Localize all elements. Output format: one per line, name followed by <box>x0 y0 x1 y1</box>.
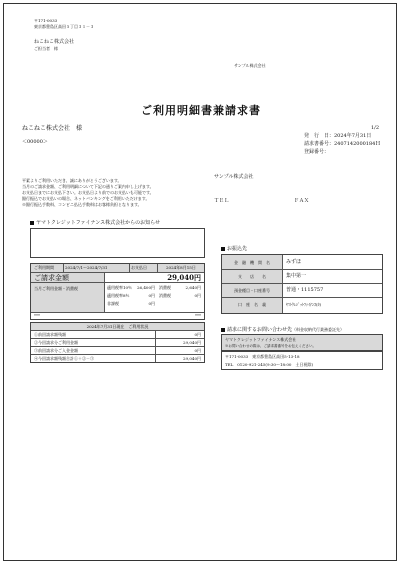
status-row-1-label: ①前回請求額残額 <box>34 332 66 337</box>
rate-10-label: 適用税率10％ <box>107 285 133 290</box>
account-type-label: 預金種目・口座番号 <box>234 288 270 293</box>
status-row-3-label: ③前回請求分ご入金金額 <box>34 348 78 353</box>
due-date-value: 2024年8月15日 <box>166 265 196 270</box>
status-row-2-value: 29,040円 <box>183 340 201 345</box>
contact-company: ヤマトクレジットファイナンス株式会社 <box>225 337 297 342</box>
notice-heading <box>30 220 160 226</box>
transfer-table <box>221 254 383 314</box>
transfer-heading <box>221 246 247 252</box>
greeting-line-5: ※銀行振込手数料、コンビニ払込手数料はお客様負担となります。 <box>22 202 142 207</box>
period-label: ご利用期間 <box>34 265 54 270</box>
status-row-4-label: ④今回請求額残額合計①＋②－③ <box>34 356 94 361</box>
issue-date-value: 2024年7月31日 <box>334 133 372 139</box>
rate-8-label: 適用税率8％ <box>107 293 130 298</box>
status-row-4-value: 29,040円 <box>183 356 201 361</box>
contact-postal <box>225 354 300 359</box>
sender-top: サンプル株式会社 <box>234 63 266 68</box>
greeting-line-2: 当月のご請求金額、ご利用明細について下記の通りご案内申し上げます。 <box>22 184 154 189</box>
recipient-postal: 〒171-0033 <box>34 18 58 23</box>
status-header: 2024年7月31日現在 ご利用状況 <box>86 324 149 329</box>
status-row-3-value: 0円 <box>194 348 201 353</box>
transfer-heading-text: お振込先 <box>227 246 248 252</box>
recipient-company: ねこねこ株式会社 <box>34 39 75 45</box>
sender-name: サンプル株式会社 <box>214 174 254 180</box>
registration-number-label: 登録番号： <box>304 149 330 155</box>
tax-10-value: 2,640円 <box>185 285 201 290</box>
issue-date-label: 発 行 日： <box>304 133 335 139</box>
nontax-value: 0円 <box>148 301 155 306</box>
contact-address-text: 東京都豊島区高田5-13-18 <box>252 354 300 359</box>
period-value: 2024/7/1～2024/7/31 <box>65 265 108 270</box>
greeting-line-3: お支払日までにお支払下さい。お支払日より前でのお支払いも可能です。 <box>22 190 154 195</box>
nontax-label: 非課税 <box>107 301 119 306</box>
status-table <box>30 322 205 363</box>
contact-company-box <box>221 334 383 351</box>
page-number: 1/2 <box>371 125 380 131</box>
recipient-attention: ご担当者 様 <box>34 46 58 51</box>
bullet-icon <box>221 328 225 332</box>
contact-heading-note: （料金収納代行業務委託先） <box>292 327 345 332</box>
greeting-line-4: 銀行振込でお支払いの場合、ネットバンキングをご利用いただけます。 <box>22 196 150 201</box>
customer-code: ＜00000＞ <box>22 139 48 145</box>
sender-tel-label: ＴＥＬ <box>214 198 230 204</box>
bullet-icon <box>30 221 34 225</box>
stars-left: *** <box>34 313 40 318</box>
invoice-page <box>3 3 397 561</box>
contact-address-box <box>221 351 383 370</box>
account-holder-label: 口 座 名 義 <box>238 302 266 307</box>
due-date-label: お支払日 <box>131 265 147 270</box>
account-holder-value: ﾔﾏﾄｸﾚｼﾞｯﾄﾌｧｲﾅﾝｽ(ｶ) <box>286 302 322 307</box>
notice-box <box>30 228 205 258</box>
notice-heading-text: ヤマトクレジットファイナンス株式会社からのお知らせ <box>36 220 160 226</box>
total-label: ご請求金額 <box>34 274 69 282</box>
billing-box <box>30 263 205 320</box>
recipient-address: 東京都豊島区高田５丁目３１－３ <box>34 24 94 29</box>
branch-label: 支 店 名 <box>238 274 266 279</box>
tax-8-label: 消費税 <box>159 293 171 298</box>
document-title: ご利用明細書兼請求書 <box>141 104 261 117</box>
total-value: 29,040円 <box>167 273 201 282</box>
stars-right: *** <box>195 313 201 318</box>
invoice-number-value: 2407142000184Ｈ <box>334 141 381 147</box>
subtotal-label: 当月ご利用金額・消費税 <box>34 286 78 291</box>
bank-name-value: みずほ <box>286 259 302 265</box>
sender-fax-label: ＦＡＸ <box>294 198 310 204</box>
rate-10-value: 26,400円 <box>137 285 155 290</box>
bank-name-label: 金 融 機 関 名 <box>234 260 270 265</box>
rate-8-value: 0円 <box>148 293 155 298</box>
contact-heading-text: 請求に関するお問い合わせ先 <box>227 327 293 333</box>
status-row-2-label: ②今回請求分ご利用金額 <box>34 340 78 345</box>
tax-10-label: 消費税 <box>159 285 171 290</box>
addressee: ねこねこ株式会社 様 <box>22 125 83 132</box>
contact-postal-text: 〒171-0033 <box>225 354 249 359</box>
branch-value: 集中第一 <box>286 273 307 279</box>
contact-heading <box>221 327 344 333</box>
contact-note: ※お問い合わせの際は、ご請求書番号をお伝えください。 <box>225 344 316 348</box>
account-type-value: 普通・1115757 <box>286 287 324 293</box>
tax-8-value: 0円 <box>194 293 201 298</box>
greeting-line-1: 平素よりご利用いただき、誠にありがとうございます。 <box>22 178 122 183</box>
status-row-1-value: 0円 <box>194 332 201 337</box>
contact-phone: TEL 0120-921-245(9:30～18:00 土日祝除) <box>225 362 314 367</box>
bullet-icon <box>221 247 225 251</box>
invoice-number-label: 請求書番号： <box>304 141 335 147</box>
